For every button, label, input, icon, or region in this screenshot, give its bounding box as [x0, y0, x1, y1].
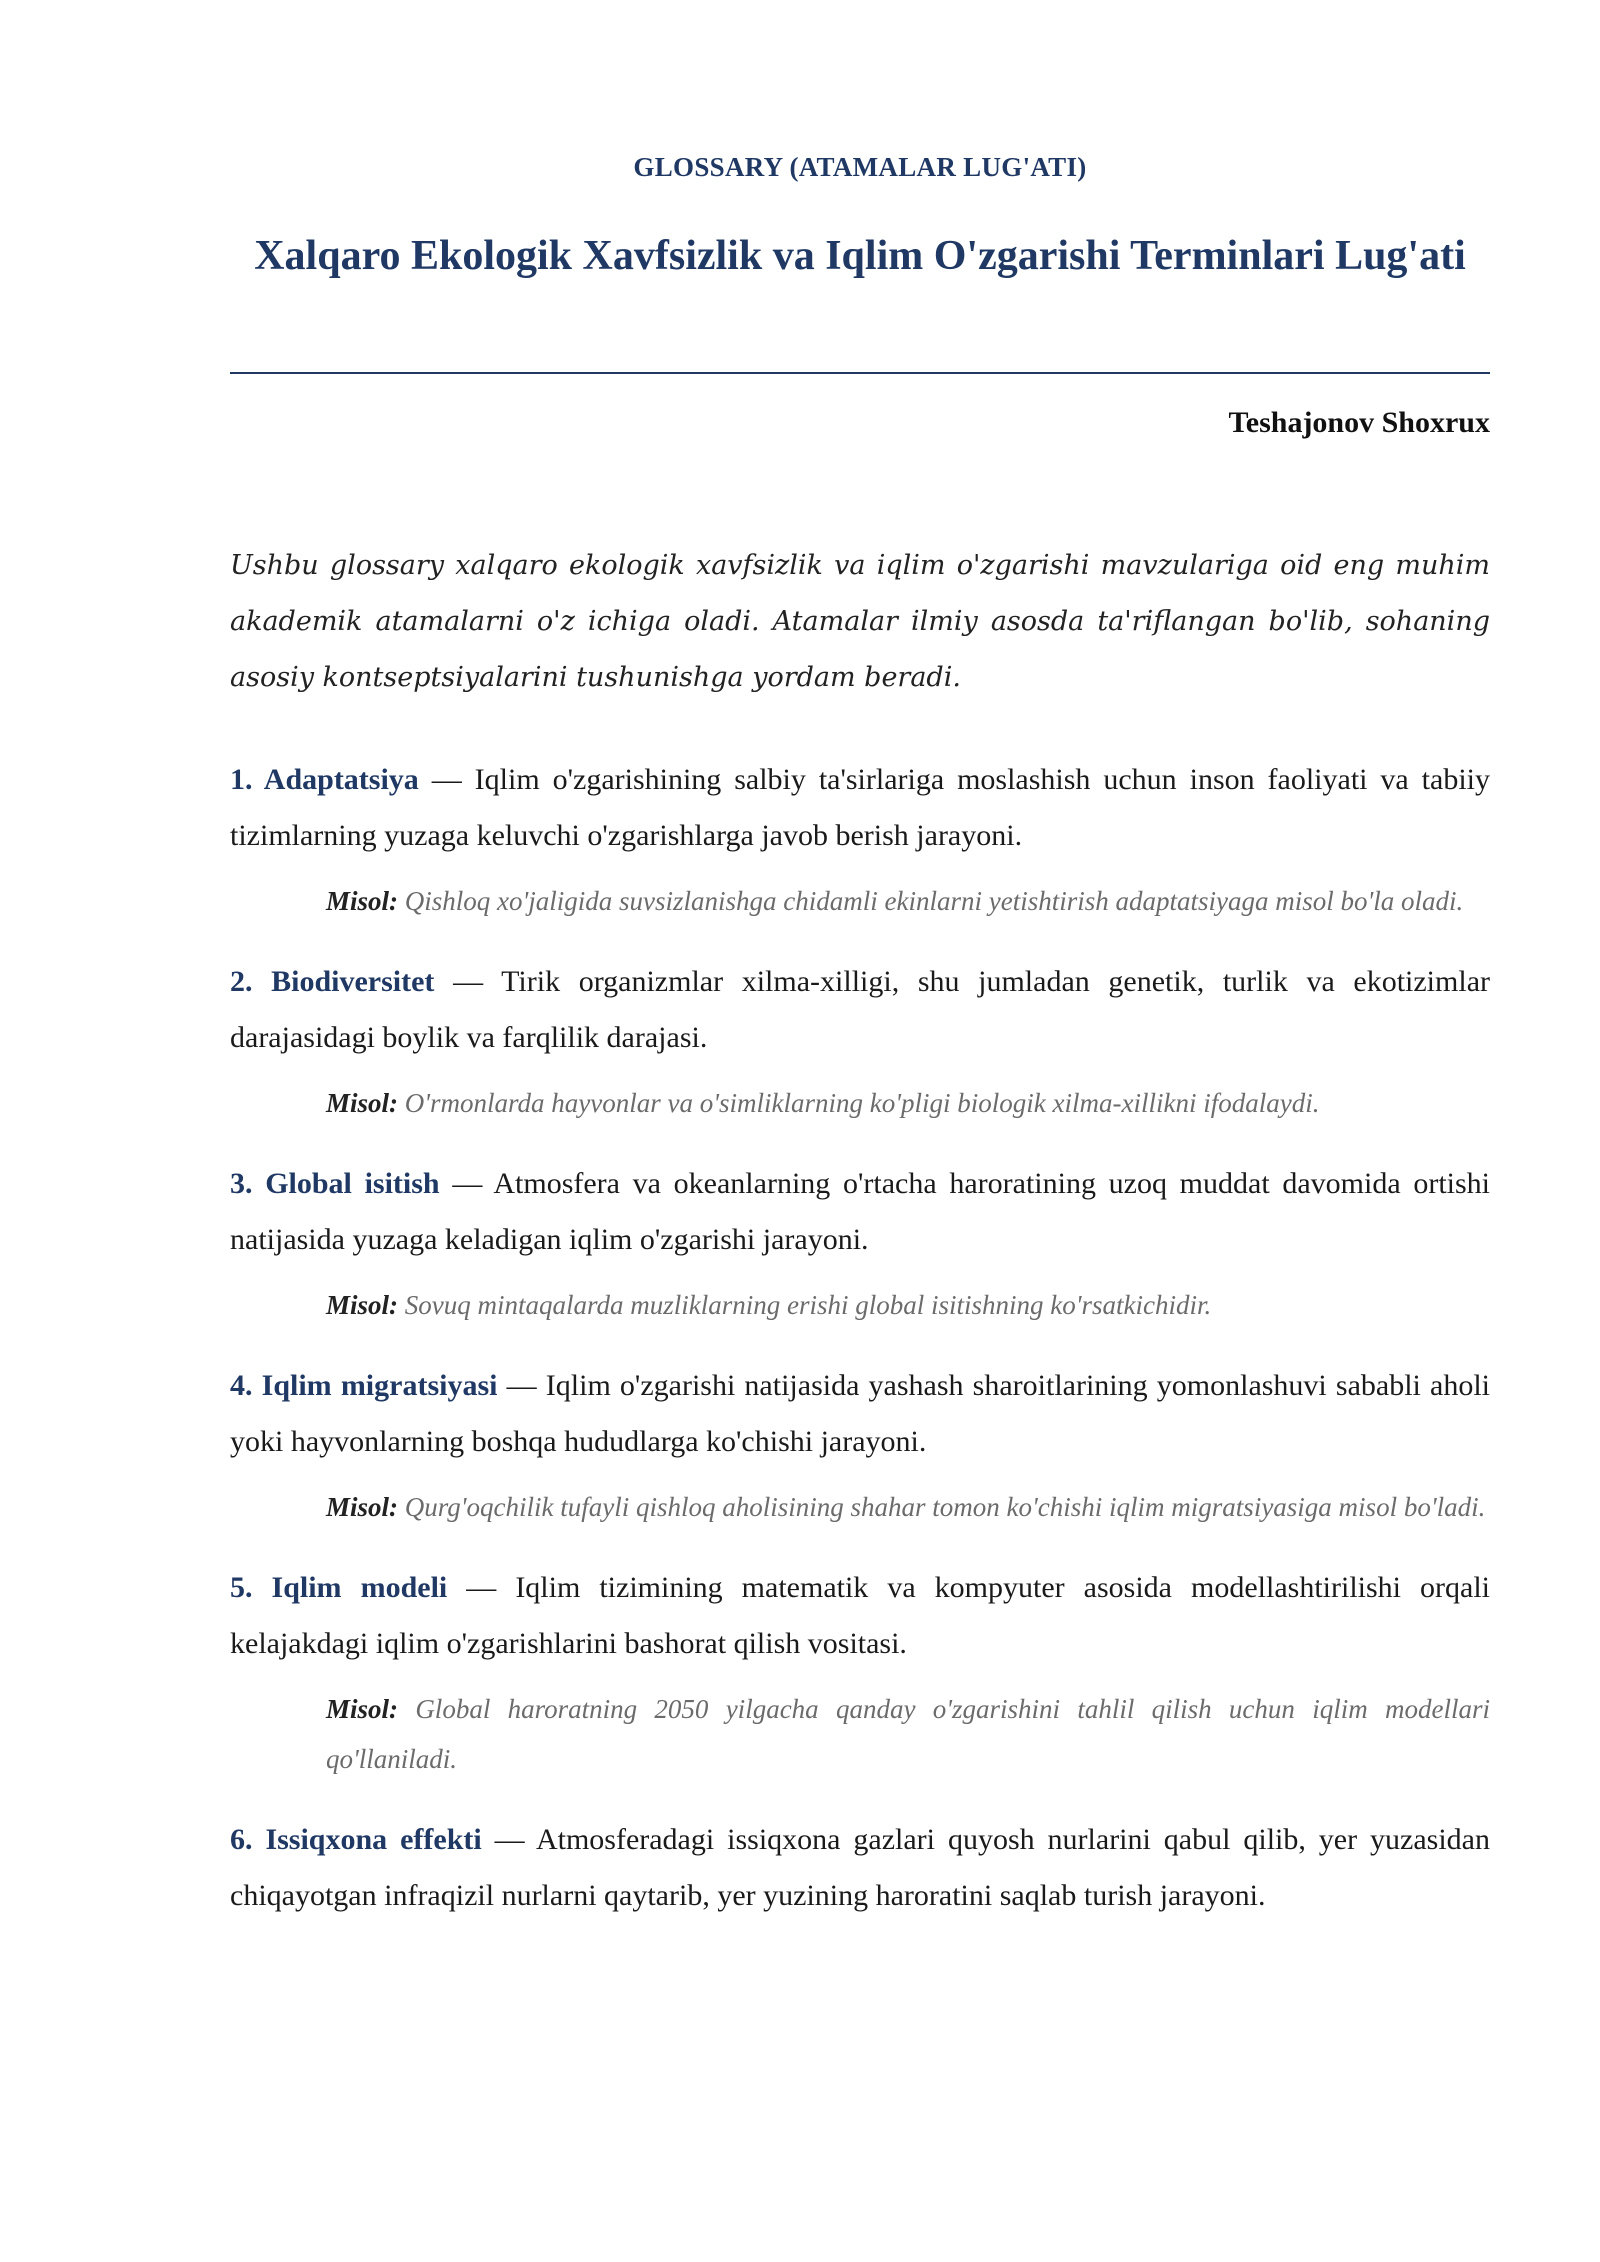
term-number: 1. [230, 763, 253, 796]
term-definition-line [230, 954, 1490, 1066]
intro-paragraph: Ushbu glossary xalqaro ekologik xavfsizlik va iqlim o'zgarishi mavzulariga oid eng muhim akademik atamalarni o'z ichiga oladi. Atamalar ilmiy asosda ta'riflangan bo'lib, sohaning asosiy kontseptsiyalarini tushunishga yordam beradi. [230, 550, 1490, 693]
document-title: Xalqaro Ekologik Xavfsizlik va Iqlim O'zgarishi Terminlari Lug'ati [254, 233, 1466, 279]
term-example [326, 1684, 1490, 1784]
example-text: Sovuq mintaqalarda muzliklarning erishi global isitishning ko'rsatkichidir. [404, 1290, 1212, 1320]
document-overline: GLOSSARY (ATAMALAR LUG'ATI) [633, 152, 1087, 182]
term-heading [230, 1571, 447, 1604]
term-number: 5. [230, 1571, 253, 1604]
term-heading [230, 763, 419, 796]
example-text: Qishloq xo'jaligida suvsizlanishga chidamli ekinlarni yetishtirish adaptatsiyaga misol bo'la oladi. [404, 886, 1464, 916]
term-definition-line [230, 1812, 1490, 1924]
example-label: Misol: [326, 1290, 399, 1320]
example-label: Misol: [326, 1492, 399, 1522]
glossary-entry [230, 1156, 1490, 1330]
term-example [326, 1280, 1490, 1330]
term-heading [230, 1823, 482, 1856]
example-text: Qurg'oqchilik tufayli qishloq aholisining shahar tomon ko'chishi iqlim migratsiyasiga misol bo'ladi. [404, 1492, 1486, 1522]
term-name: Iqlim migratsiyasi [261, 1369, 498, 1402]
term-definition: Iqlim o'zgarishi natijasida yashash sharoitlarining yomonlashuvi sababli aholi yoki hayvonlarning boshqa hududlarga ko'chishi jarayoni. [230, 1369, 1491, 1458]
em-dash: — [497, 1369, 546, 1402]
term-definition-line [230, 1560, 1490, 1672]
example-text: Global haroratning 2050 yilgacha qanday o'zgarishini tahlil qilish uchun iqlim modellari qo'llaniladi. [326, 1694, 1490, 1774]
term-definition: Atmosferadagi issiqxona gazlari quyosh nurlarini qabul qilib, yer yuzasidan chiqayotgan infraqizil nurlarni qaytarib, yer yuzining haroratini saqlab turish jarayoni. [230, 1823, 1490, 1912]
term-number: 2. [230, 965, 253, 998]
term-example [326, 876, 1490, 926]
term-name: Issiqxona effekti [265, 1823, 482, 1856]
term-name: Iqlim modeli [271, 1571, 448, 1604]
glossary-entry [230, 954, 1490, 1128]
glossary-list [230, 752, 1490, 1952]
glossary-entry [230, 752, 1490, 926]
term-definition: Tirik organizmlar xilma-xilligi, shu jumladan genetik, turlik va ekotizimlar darajasidagi boylik va farqlilik darajasi. [230, 965, 1490, 1054]
example-label: Misol: [326, 1088, 399, 1118]
em-dash: — [481, 1823, 536, 1856]
term-definition: Iqlim o'zgarishining salbiy ta'sirlariga moslashish uchun inson faoliyati va tabiiy tizimlarning yuzaga keluvchi o'zgarishlarga javob berish jarayoni. [230, 763, 1490, 852]
term-heading [230, 965, 434, 998]
term-example [326, 1482, 1490, 1532]
glossary-entry [230, 1812, 1490, 1924]
term-number: 6. [230, 1823, 253, 1856]
term-definition: Iqlim tizimining matematik va kompyuter asosida modellashtirilishi orqali kelajakdagi iqlim o'zgarishlarini bashorat qilish vositasi. [230, 1571, 1491, 1660]
example-label: Misol: [326, 1694, 399, 1724]
term-definition-line [230, 1358, 1490, 1470]
term-example [326, 1078, 1490, 1128]
term-name: Biodiversitet [271, 965, 435, 998]
term-definition-line [230, 1156, 1490, 1268]
term-heading [230, 1369, 497, 1402]
term-number: 4. [230, 1369, 253, 1402]
example-text: O'rmonlarda hayvonlar va o'simliklarning ko'pligi biologik xilma-xillikni ifodalaydi. [404, 1088, 1320, 1118]
em-dash: — [439, 1167, 494, 1200]
term-definition-line [230, 752, 1490, 864]
term-definition: Atmosfera va okeanlarning o'rtacha haroratining uzoq muddat davomida ortishi natijasida yuzaga keladigan iqlim o'zgarishi jarayoni. [230, 1167, 1491, 1256]
title-divider [230, 372, 1490, 374]
em-dash: — [434, 965, 502, 998]
term-name: Global isitish [265, 1167, 440, 1200]
glossary-entry [230, 1358, 1490, 1532]
glossary-entry [230, 1560, 1490, 1784]
term-number: 3. [230, 1167, 253, 1200]
term-name: Adaptatsiya [263, 763, 419, 796]
em-dash: — [447, 1571, 516, 1604]
example-label: Misol: [326, 886, 399, 916]
author-name: Teshajonov Shoxrux [1228, 406, 1490, 439]
term-heading [230, 1167, 440, 1200]
em-dash: — [418, 763, 475, 796]
